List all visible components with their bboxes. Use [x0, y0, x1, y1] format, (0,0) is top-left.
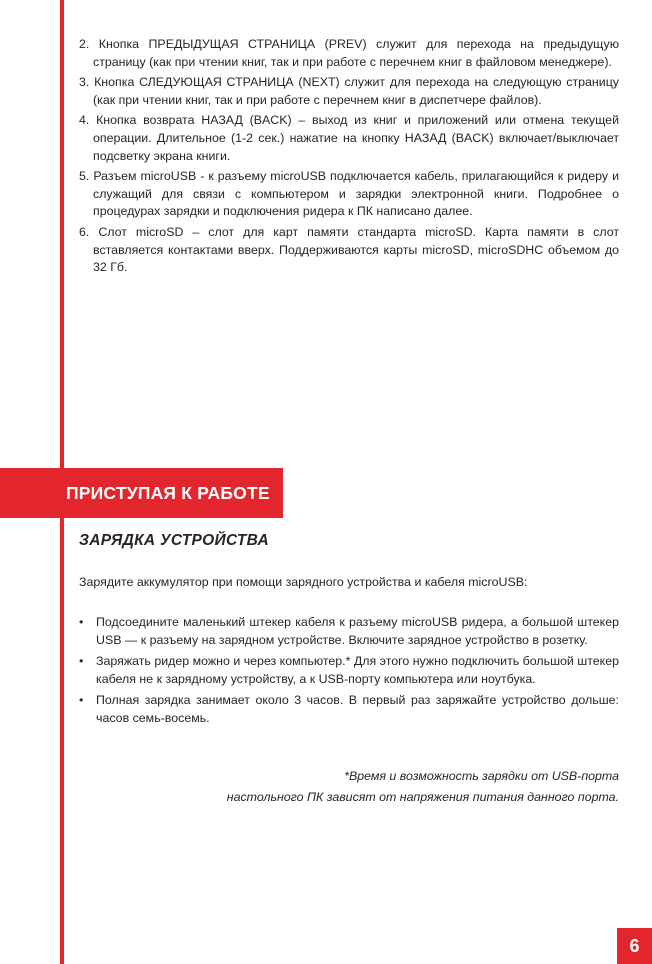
list-item [79, 692, 619, 727]
bullet-icon: • [79, 693, 84, 708]
list-item: 4. Кнопка возврата НАЗАД (BACK) – выход из книг и приложений или отмена текущей операции. Длительное (1-2 сек.) нажатие на кнопку НАЗАД (BACK) включает/выключает подсветку экрана книги. [79, 113, 619, 163]
section-title-banner: ПРИСТУПАЯ К РАБОТЕ [0, 468, 283, 518]
subsection-heading: ЗАРЯДКА УСТРОЙСТВА [79, 532, 270, 549]
footnote [79, 766, 619, 807]
list-item-text: Заряжать ридер можно и через компьютер.* Для этого нужно подключить большой штекер кабеля не к зарядному устройству, а к USB-порту компьютера или ноутбука. [96, 654, 619, 686]
list-item: 2. Кнопка ПРЕДЫДУЩАЯ СТРАНИЦА (PREV) служит для перехода на предыдущую страницу (как при чтении книг, так и при работе с перечнем книг в файловом менеджере). [79, 37, 619, 69]
bullet-icon: • [79, 615, 84, 629]
page-number: 6 [617, 928, 652, 964]
list-item-text: Полная зарядка занимает около 3 часов. В первый раз заряжайте устройство дольше: часов семь-восемь. [96, 693, 619, 725]
list-item: 6. Слот microSD – слот для карт памяти стандарта microSD. Карта памяти в слот вставляется контактами вверх. Поддерживаются карты microSD, microSDHC объемом до 32 Гб. [79, 224, 619, 275]
intro-paragraph: Зарядите аккумулятор при помощи зарядного устройства и кабеля microUSB: [79, 575, 528, 589]
footnote-line: настольного ПК зависят от напряжения питания данного порта. [226, 789, 619, 804]
footnote-line: *Время и возможность зарядки от USB-порта [344, 769, 619, 783]
list-item [79, 653, 619, 688]
list-item-text: Подсоедините маленький штекер кабеля к разъему microUSB ридера, а большой штекер USB — к разъему на зарядном устройстве. Включите зарядное устройство в розетку. [96, 615, 619, 647]
bullet-icon: • [79, 654, 84, 669]
charging-steps-list [79, 614, 619, 732]
list-item [79, 614, 619, 649]
list-item: 3. Кнопка СЛЕДУЮЩАЯ СТРАНИЦА (NEXT) служит для перехода на следующую страницу (как при чтении книг, так и при работе с перечнем книг в диспетчере файлов). [79, 75, 619, 107]
list-item: 5. Разъем microUSB - к разъему microUSB подключается кабель, прилагающийся к ридеру и служащий для связи с компьютером и зарядки электронной книги. Подробнее о процедурах зарядки и подключения ридера к ПК написано далее. [79, 169, 619, 219]
button-description-list [79, 36, 619, 280]
